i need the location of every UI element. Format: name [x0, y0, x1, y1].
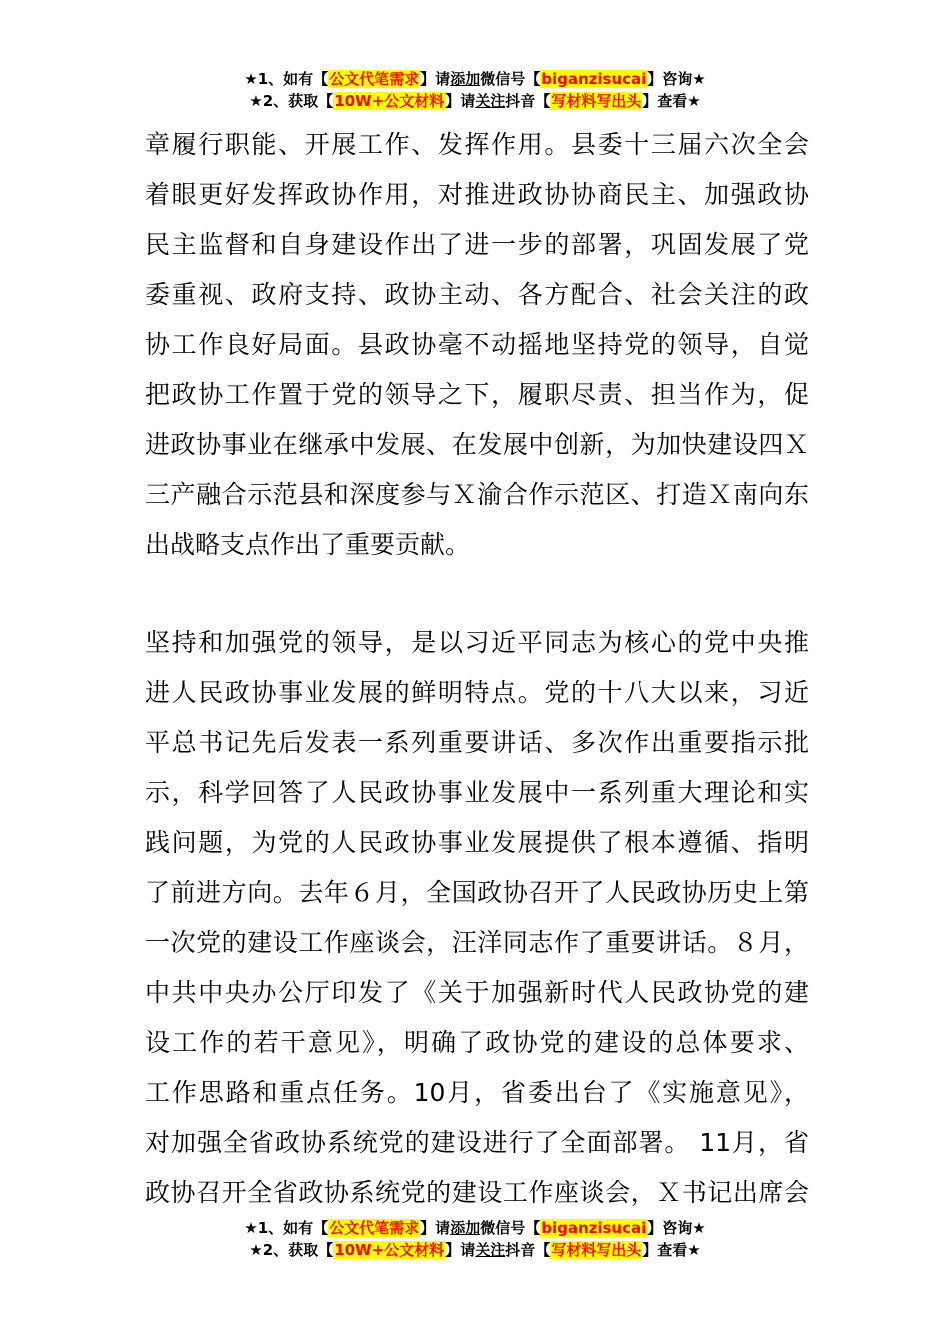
banner-text: 微信号【 — [480, 70, 541, 88]
highlight-materials: 10W+公文材料 — [334, 1241, 445, 1259]
highlight-ghostwriting-service: 公文代笔需求 — [329, 70, 420, 88]
banner-text: 】请 — [445, 1241, 476, 1259]
banner-line-1 — [0, 1217, 950, 1239]
banner-text: 微信号【 — [480, 1219, 541, 1237]
paragraph-2 — [145, 618, 809, 1218]
highlight-douyin-account: 写材料写出头 — [551, 1241, 642, 1259]
paragraph-line: 设工作的若干意见》，明确了政协党的建设的总体要求、 — [145, 1028, 809, 1057]
highlight-wechat-id: biganzisucai — [541, 1219, 647, 1237]
banner-text: 】咨询★ — [647, 1219, 706, 1237]
underlined-add: 添加 — [450, 70, 481, 88]
paragraph-line: 章履行职能、开展工作、发挥作用。县委十三届六次全会 — [145, 130, 809, 159]
banner-text: 抖音【 — [505, 92, 551, 110]
banner-text: 】查看★ — [642, 92, 701, 110]
highlight-materials: 10W+公文材料 — [334, 92, 445, 110]
paragraph-line: 把政协工作置于党的领导之下，履职尽责、担当作为，促 — [145, 380, 809, 409]
paragraph-line: 示，科学回答了人民政协事业发展中一系列重大理论和实 — [145, 778, 809, 807]
banner-line-1 — [0, 68, 950, 90]
paragraph-line: 着眼更好发挥政协作用，对推进政协协商民主、加强政协 — [145, 180, 809, 209]
highlight-wechat-id: biganzisucai — [541, 70, 647, 88]
banner-text: 】咨询★ — [647, 70, 706, 88]
banner-text: 】请 — [420, 70, 451, 88]
highlight-douyin-account: 写材料写出头 — [551, 92, 642, 110]
banner-text: ★1、如有【 — [244, 1219, 329, 1237]
banner-text: ★2、获取【 — [249, 1241, 334, 1259]
paragraph-line: 了前进方向。去年６月，全国政协召开了人民政协历史上第 — [145, 878, 809, 907]
banner-line-2 — [0, 90, 950, 112]
underlined-follow: 关注 — [475, 1241, 506, 1259]
paragraph-line: 践问题，为党的人民政协事业发展提供了根本遵循、指明 — [145, 828, 809, 857]
banner-text: 抖音【 — [505, 1241, 551, 1259]
underlined-add: 添加 — [450, 1219, 481, 1237]
paragraph-line: 工作思路和重点任务。10月，省委出台了《实施意见》， — [145, 1078, 809, 1107]
paragraph-line: 坚持和加强党的领导，是以习近平同志为核心的党中央推 — [145, 628, 809, 657]
banner-text: 】查看★ — [642, 1241, 701, 1259]
header-banner — [0, 68, 950, 112]
banner-line-2 — [0, 1239, 950, 1261]
paragraph-line: 进政协事业在继承中发展、在发展中创新，为加快建设四Ｘ — [145, 430, 809, 459]
paragraph-line: 对加强全省政协系统党的建设进行了全面部署。 11月，省 — [145, 1128, 809, 1157]
paragraph-line: 政协召开全省政协系统党的建设工作座谈会，Ｘ书记出席会 — [145, 1178, 809, 1207]
paragraph-line: 出战略支点作出了重要贡献。 — [145, 530, 471, 559]
paragraph-line: 民主监督和自身建设作出了进一步的部署，巩固发展了党 — [145, 230, 809, 259]
paragraph-line: 三产融合示范县和深度参与Ｘ渝合作示范区、打造Ｘ南向东 — [145, 480, 809, 509]
footer-banner — [0, 1217, 950, 1261]
banner-text: ★1、如有【 — [244, 70, 329, 88]
paragraph-line: 进人民政协事业发展的鲜明特点。党的十八大以来，习近 — [145, 678, 809, 707]
paragraph-line: 一次党的建设工作座谈会，汪洋同志作了重要讲话。８月， — [145, 928, 809, 957]
underlined-follow: 关注 — [475, 92, 506, 110]
banner-text: 】请 — [445, 92, 476, 110]
paragraph-line: 中共中央办公厅印发了《关于加强新时代人民政协党的建 — [145, 978, 809, 1007]
paragraph-line: 平总书记先后发表一系列重要讲话、多次作出重要指示批 — [145, 728, 809, 757]
paragraph-line: 协工作良好局面。县政协毫不动摇地坚持党的领导，自觉 — [145, 330, 809, 359]
highlight-ghostwriting-service: 公文代笔需求 — [329, 1219, 420, 1237]
banner-text: 】请 — [420, 1219, 451, 1237]
banner-text: ★2、获取【 — [249, 92, 334, 110]
paragraph-line: 委重视、政府支持、政协主动、各方配合、社会关注的政 — [145, 280, 809, 309]
paragraph-1 — [145, 120, 809, 570]
